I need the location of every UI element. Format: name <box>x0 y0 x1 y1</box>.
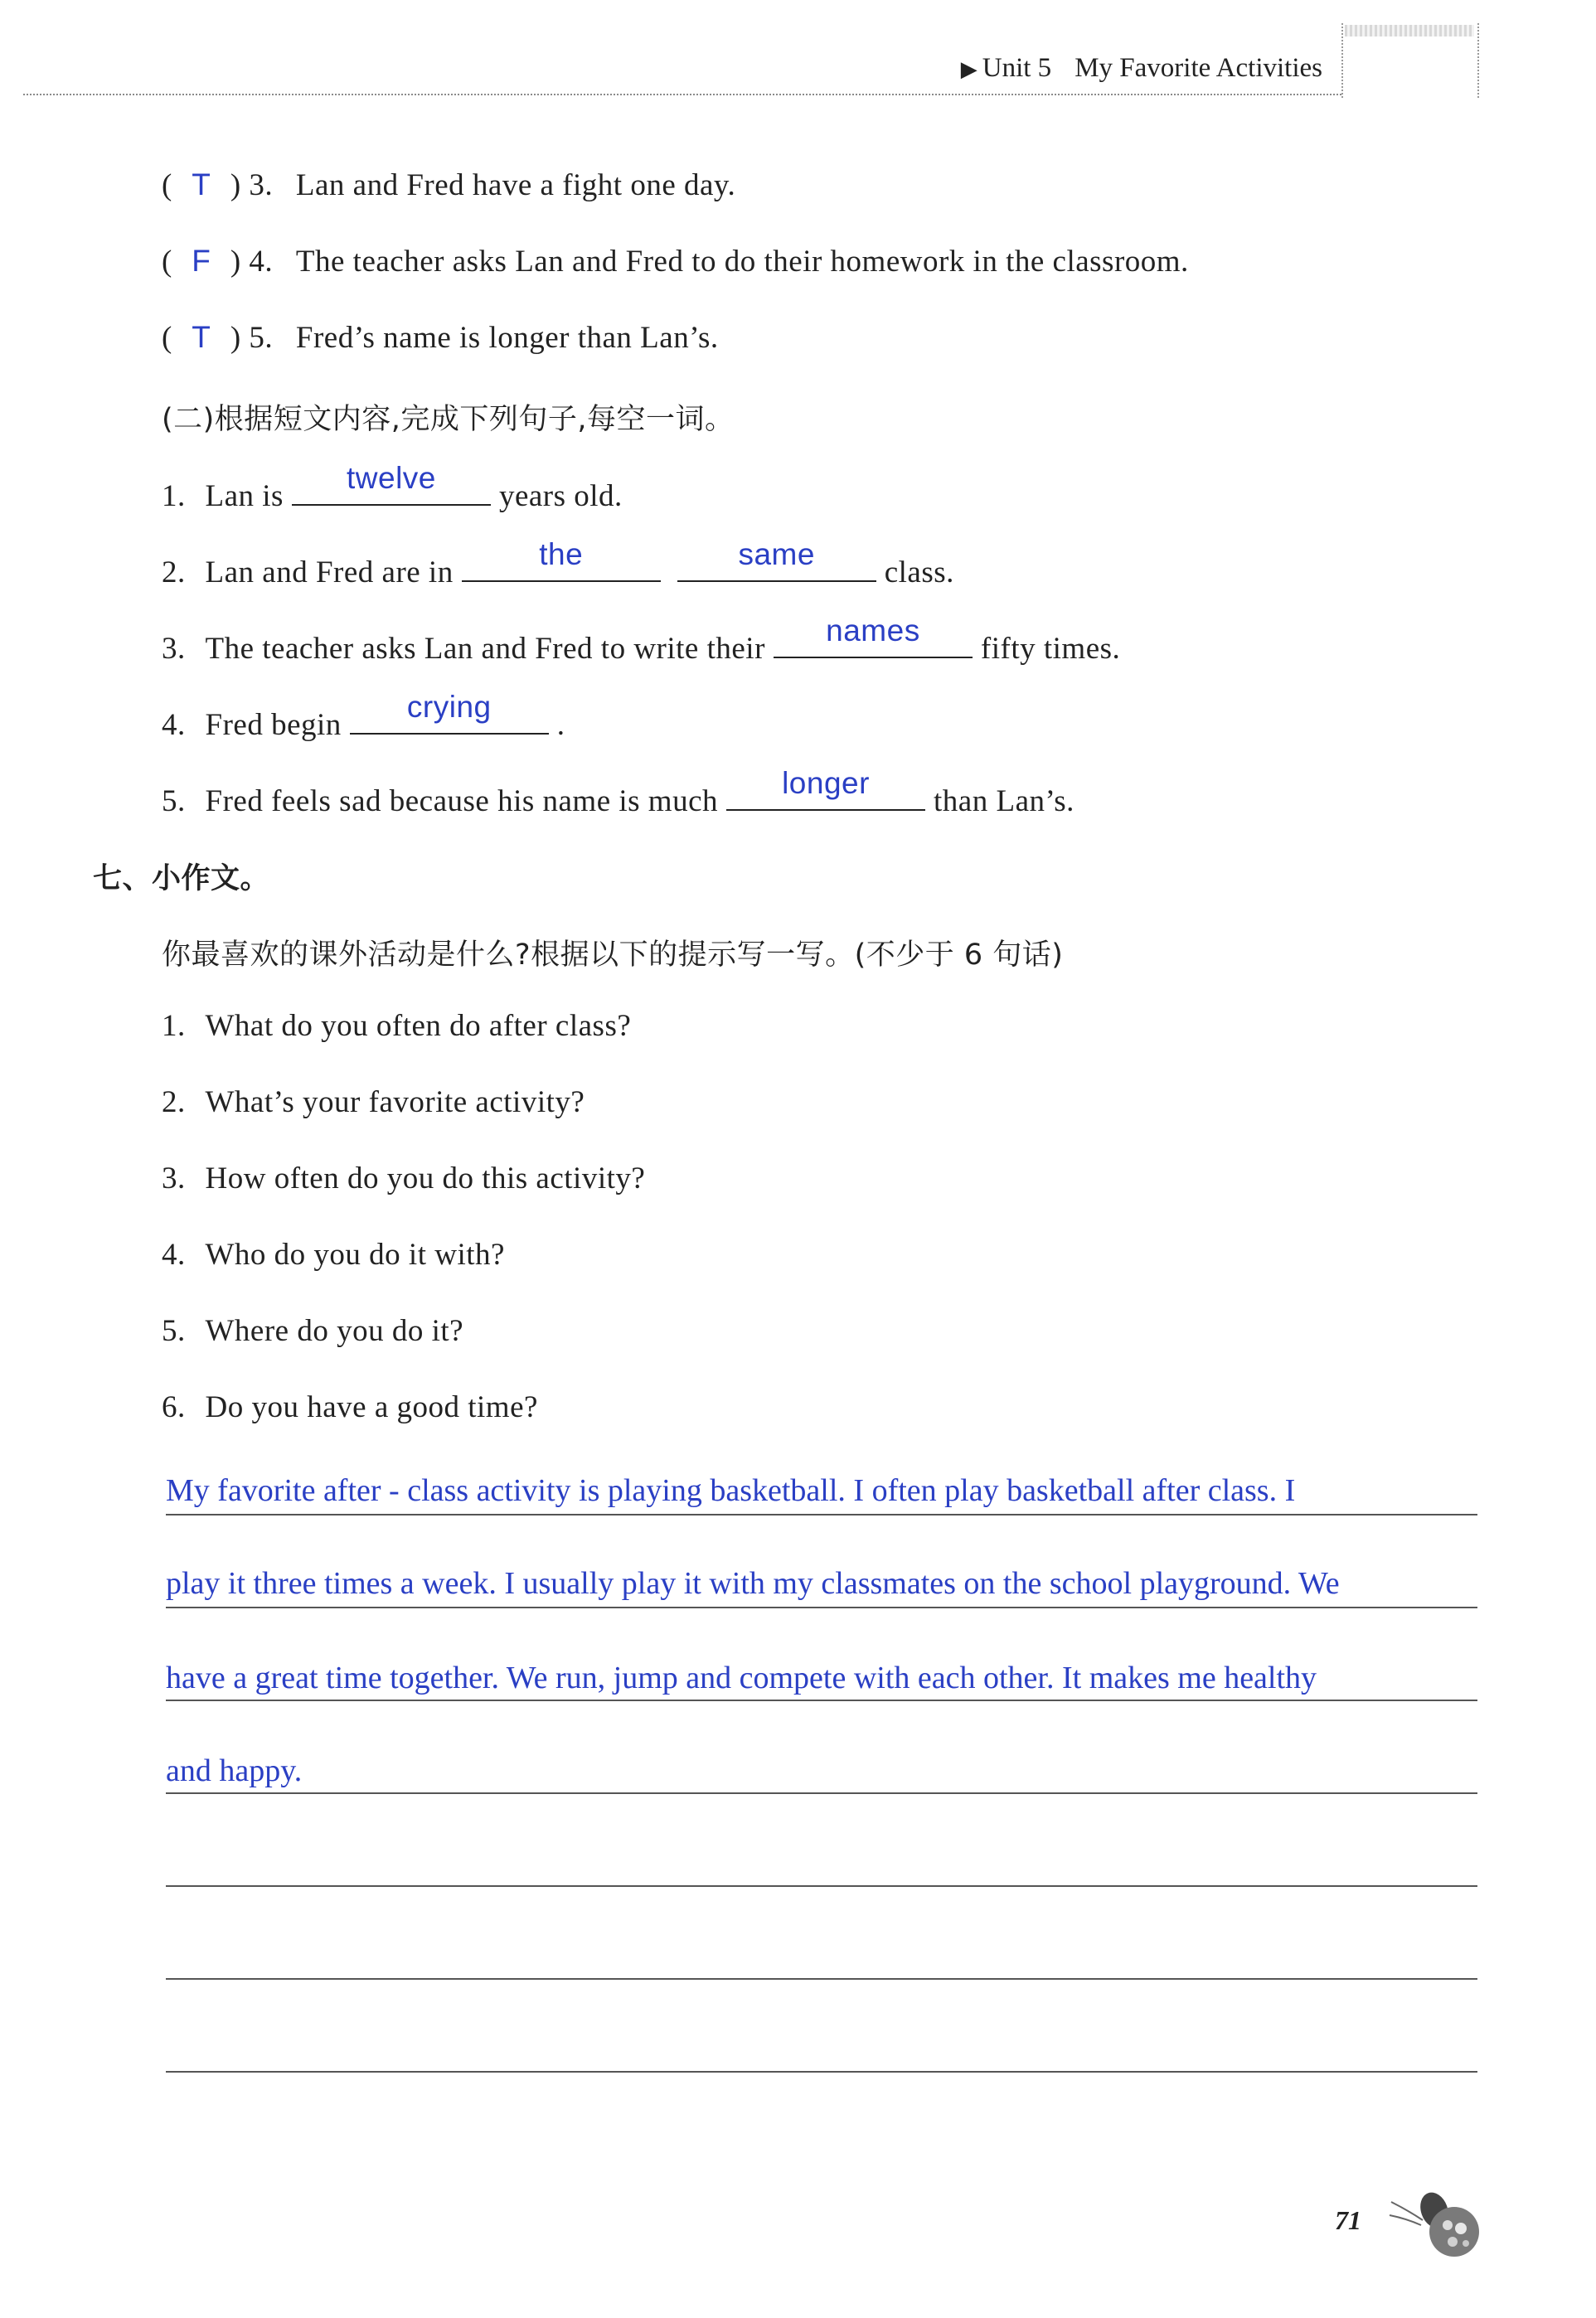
writing-line <box>166 1792 1477 1794</box>
fill-number: 2. <box>162 555 186 589</box>
answer-blank <box>350 690 549 735</box>
blank-answer: names <box>826 613 920 647</box>
fill-item-4 <box>162 690 565 743</box>
essay-line: and happy. <box>166 1753 303 1788</box>
question-text: How often do you do this activity? <box>205 1161 646 1195</box>
header-title <box>961 53 1322 84</box>
writing-line <box>166 2071 1477 2073</box>
writing-line <box>166 1885 1477 1887</box>
question-number: 4. <box>162 1238 186 1272</box>
question-item-6 <box>162 1389 538 1425</box>
fill-after: class. <box>884 555 954 589</box>
tf-answer: T <box>192 320 211 354</box>
question-text: Who do you do it with? <box>205 1238 505 1272</box>
fill-after: fifty times. <box>980 632 1121 666</box>
fill-before: Lan is <box>205 479 284 513</box>
writing-line <box>166 1978 1477 1980</box>
fill-before: The teacher asks Lan and Fred to write their <box>205 632 765 666</box>
fill-after: . <box>556 708 565 742</box>
question-item-5 <box>162 1313 463 1349</box>
answer-blank <box>677 537 876 582</box>
tf-number: 3. <box>249 168 274 202</box>
question-number: 1. <box>162 1009 186 1043</box>
tf-text: Lan and Fred have a fight one day. <box>295 168 736 202</box>
section7-prompt: 你最喜欢的课外活动是什么?根据以下的提示写一写。(不少于 6 句话) <box>162 938 1064 972</box>
question-item-1 <box>162 1008 631 1044</box>
question-number: 3. <box>162 1161 186 1195</box>
question-number: 2. <box>162 1085 186 1119</box>
page-number: 71 <box>1335 2205 1361 2235</box>
fill-before: Lan and Fred are in <box>205 555 454 589</box>
tf-text: Fred’s name is longer than Lan’s. <box>295 321 719 355</box>
essay-line: My favorite after - class activity is playing basketball. I often play basketball after class. I <box>166 1473 1296 1508</box>
fill-item-2 <box>162 537 954 590</box>
question-text: What do you often do after class? <box>205 1009 632 1043</box>
tf-number: 4. <box>249 245 274 279</box>
section7-title: 七、小作文。 <box>93 862 270 895</box>
fill-number: 4. <box>162 708 186 742</box>
section2-title: (二)根据短文内容,完成下列句子,每空一词。 <box>162 403 735 436</box>
question-item-4 <box>162 1237 505 1273</box>
fill-number: 3. <box>162 632 186 666</box>
question-text: What’s your favorite activity? <box>205 1085 585 1119</box>
butterfly-icon <box>1383 2177 1482 2260</box>
blank-answer: same <box>738 537 815 571</box>
essay-line: play it three times a week. I usually play it with my classmates on the school playground. We <box>166 1566 1340 1601</box>
blank-answer: longer <box>782 766 870 800</box>
answer-blank <box>726 766 925 811</box>
fill-number: 5. <box>162 784 186 818</box>
fill-after: than Lan’s. <box>934 784 1075 818</box>
question-number: 6. <box>162 1390 186 1424</box>
question-number: 5. <box>162 1314 186 1348</box>
question-item-3 <box>162 1161 645 1196</box>
fill-item-5 <box>162 766 1075 819</box>
header-divider <box>23 94 1341 95</box>
fill-item-3 <box>162 613 1121 667</box>
fill-before: Fred begin <box>205 708 342 742</box>
fill-before: Fred feels sad because his name is much <box>205 784 719 818</box>
blank-answer: crying <box>406 690 492 724</box>
answer-blank <box>462 537 661 582</box>
blank-answer: the <box>539 537 584 571</box>
header-box-pattern <box>1345 25 1474 36</box>
tf-answer: T <box>192 167 211 201</box>
question-text: Where do you do it? <box>205 1314 464 1348</box>
question-item-2 <box>162 1084 585 1120</box>
answer-blank <box>774 613 973 658</box>
fill-number: 1. <box>162 479 186 513</box>
blank-answer: twelve <box>347 461 436 495</box>
unit-title: My Favorite Activities <box>1075 53 1322 83</box>
question-text: Do you have a good time? <box>205 1390 538 1424</box>
writing-line <box>166 1607 1477 1608</box>
writing-line <box>166 1514 1477 1515</box>
tf-item-5: ( T ) 5. Fred’s name is longer than Lan’s. <box>162 320 719 355</box>
writing-line <box>166 1700 1477 1701</box>
essay-line: have a great time together. We run, jump and compete with each other. It makes me healthy <box>166 1661 1317 1695</box>
answer-blank <box>292 461 491 506</box>
play-arrow-icon: ▶ <box>960 57 977 81</box>
tf-number: 5. <box>249 321 274 355</box>
fill-item-1 <box>162 461 623 514</box>
tf-answer: F <box>192 244 211 278</box>
fill-after: years old. <box>498 479 623 513</box>
tf-text: The teacher asks Lan and Fred to do their homework in the classroom. <box>295 245 1189 279</box>
tf-item-4: ( F ) 4. The teacher asks Lan and Fred to do their homework in the classroom. <box>162 244 1189 279</box>
unit-label: Unit 5 <box>982 53 1052 83</box>
tf-item-3: ( T ) 3. Lan and Fred have a fight one day. <box>162 167 736 202</box>
